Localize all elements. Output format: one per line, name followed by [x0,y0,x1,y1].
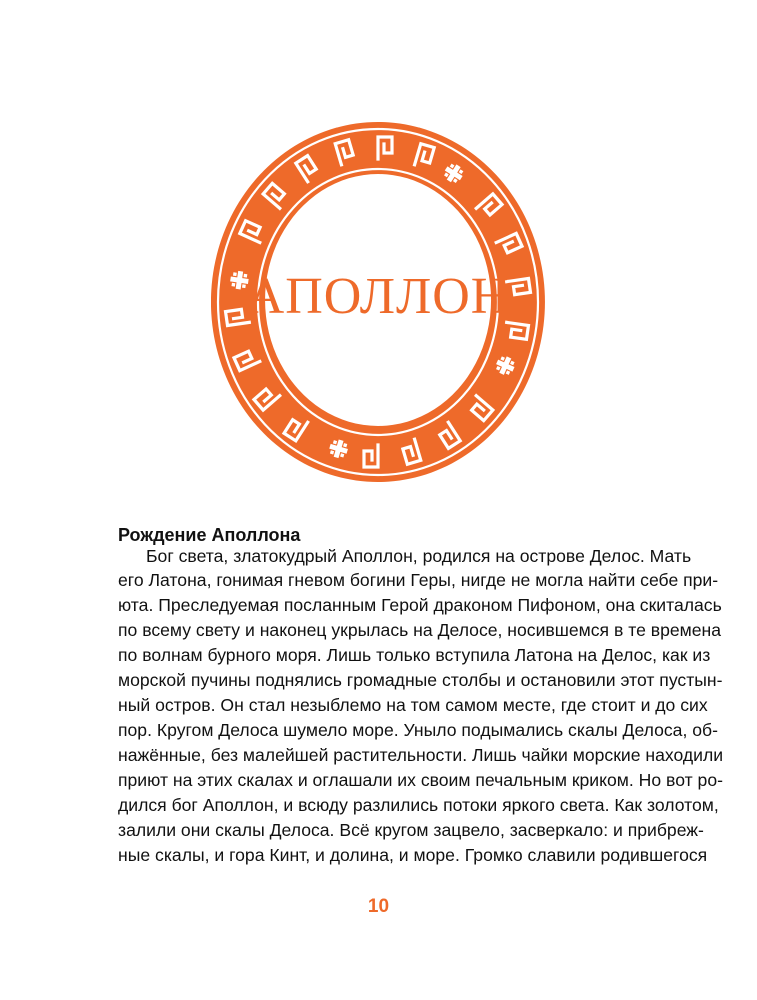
text-line: ный остров. Он стал незыблемо на том самом месте, где стоит и до сих [118,695,708,715]
page-number: 10 [367,896,390,917]
text-line: ные скалы, и гора Кинт, и долина, и море. Громко славили родившегося [118,845,708,865]
text-line: нажённые, без малейшей растительности. Лишь чайки морские находили [118,745,724,765]
text-line: приют на этих скалах и оглашали их своим печальным криком. Но вот ро- [118,770,723,790]
section-heading: Рождение Аполлона [118,525,301,545]
text-line: залили они скалы Делоса. Всё кругом зацвело, засверкало: и прибреж- [118,820,704,840]
text-line: дился бог Аполлон, и всюду разлились потоки яркого света. Как золотом, [118,795,719,815]
text-line: пор. Кругом Делоса шумело море. Уныло подымались скалы Делоса, об- [118,720,718,740]
text-line: его Латона, гонимая гневом богини Геры, нигде не могла найти себе при- [118,570,719,590]
text-line: Бог света, златокудрый Аполлон, родился на острове Делос. Мать [146,546,692,566]
text-line: морской пучины поднялись громадные столбы и остановили этот пустын- [118,670,723,690]
emblem-title: АПОЛЛОН [246,268,510,325]
text-line: по всему свету и наконец укрылась на Делосе, носившемся в те времена [118,620,722,640]
text-line: юта. Преследуемая посланным Герой драконом Пифоном, она скиталась [118,595,722,615]
text-line: по волнам бурного моря. Лишь только вступила Латона на Делос, как из [118,645,711,665]
